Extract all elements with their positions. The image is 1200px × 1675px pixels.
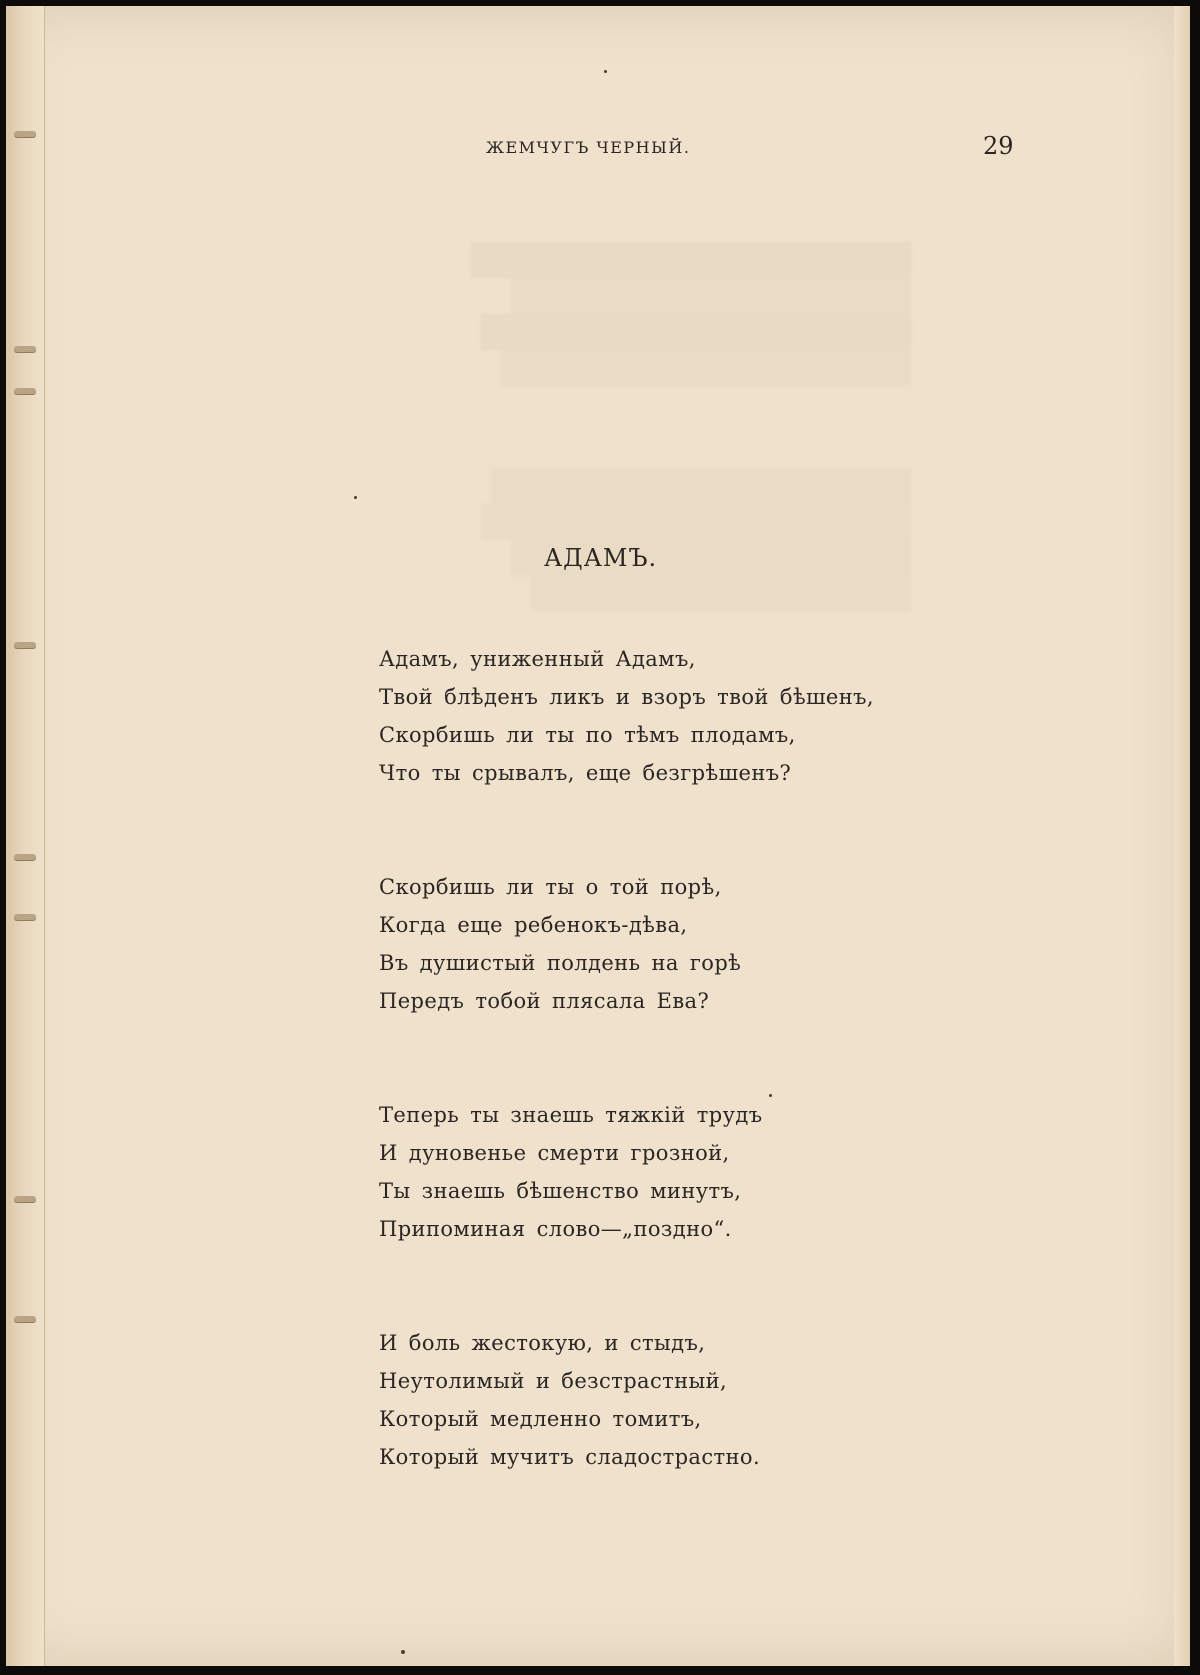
book-page bbox=[6, 6, 1190, 1666]
running-title: ЖЕМЧУГЪ ЧЕРНЫЙ. bbox=[486, 138, 691, 157]
poem-body bbox=[379, 640, 979, 1476]
binding-stitch bbox=[14, 131, 36, 137]
binding-stitch bbox=[14, 642, 36, 648]
ink-speck bbox=[401, 1650, 405, 1654]
binding-stitch bbox=[14, 914, 36, 920]
binding-stitch bbox=[14, 1316, 36, 1322]
poem-line: Который мучитъ сладострастно. bbox=[379, 1445, 761, 1469]
page-number: 29 bbox=[983, 132, 1014, 160]
poem-line: Въ душистый полдень на горѣ bbox=[379, 951, 742, 975]
stanza-1 bbox=[379, 640, 979, 792]
binding-stitch bbox=[14, 388, 36, 394]
show-through-block bbox=[391, 242, 911, 386]
poem-line: Твой блѣденъ ликъ и взоръ твой бѣшенъ, bbox=[379, 685, 874, 709]
poem-line: Теперь ты знаешь тяжкій трудъ bbox=[379, 1103, 763, 1127]
stanza-2 bbox=[379, 868, 979, 1020]
poem-line: И боль жестокую, и стыдъ, bbox=[379, 1331, 706, 1355]
ink-speck bbox=[769, 1094, 772, 1097]
poem-line: Неутолимый и безстрастный, bbox=[379, 1369, 728, 1393]
poem-line: Адамъ, униженный Адамъ, bbox=[379, 647, 696, 671]
poem-line: Припоминая слово—„поздно“. bbox=[379, 1217, 732, 1241]
poem-line: Скорбишь ли ты о той порѣ, bbox=[379, 875, 722, 899]
stanza-4 bbox=[379, 1324, 979, 1476]
poem-line: Когда еще ребенокъ-дѣва, bbox=[379, 913, 688, 937]
poem-line: И дуновенье смерти грозной, bbox=[379, 1141, 730, 1165]
poem-title: АДАМЪ. bbox=[544, 544, 658, 572]
stanza-3 bbox=[379, 1096, 979, 1248]
poem-line: Передъ тобой плясала Ева? bbox=[379, 989, 710, 1013]
poem-line: Ты знаешь бѣшенство минутъ, bbox=[379, 1179, 742, 1203]
poem-line: Что ты срывалъ, еще безгрѣшенъ? bbox=[379, 761, 792, 785]
poem-line: Который медленно томитъ, bbox=[379, 1407, 702, 1431]
binding-gutter bbox=[6, 6, 45, 1666]
ink-speck bbox=[354, 496, 357, 499]
binding-stitch bbox=[14, 854, 36, 860]
binding-stitch bbox=[14, 1196, 36, 1202]
binding-stitch bbox=[14, 346, 36, 352]
page-edge bbox=[1174, 6, 1190, 1666]
ink-speck bbox=[604, 70, 607, 73]
show-through-block bbox=[391, 468, 911, 612]
poem-line: Скорбишь ли ты по тѣмъ плодамъ, bbox=[379, 723, 796, 747]
